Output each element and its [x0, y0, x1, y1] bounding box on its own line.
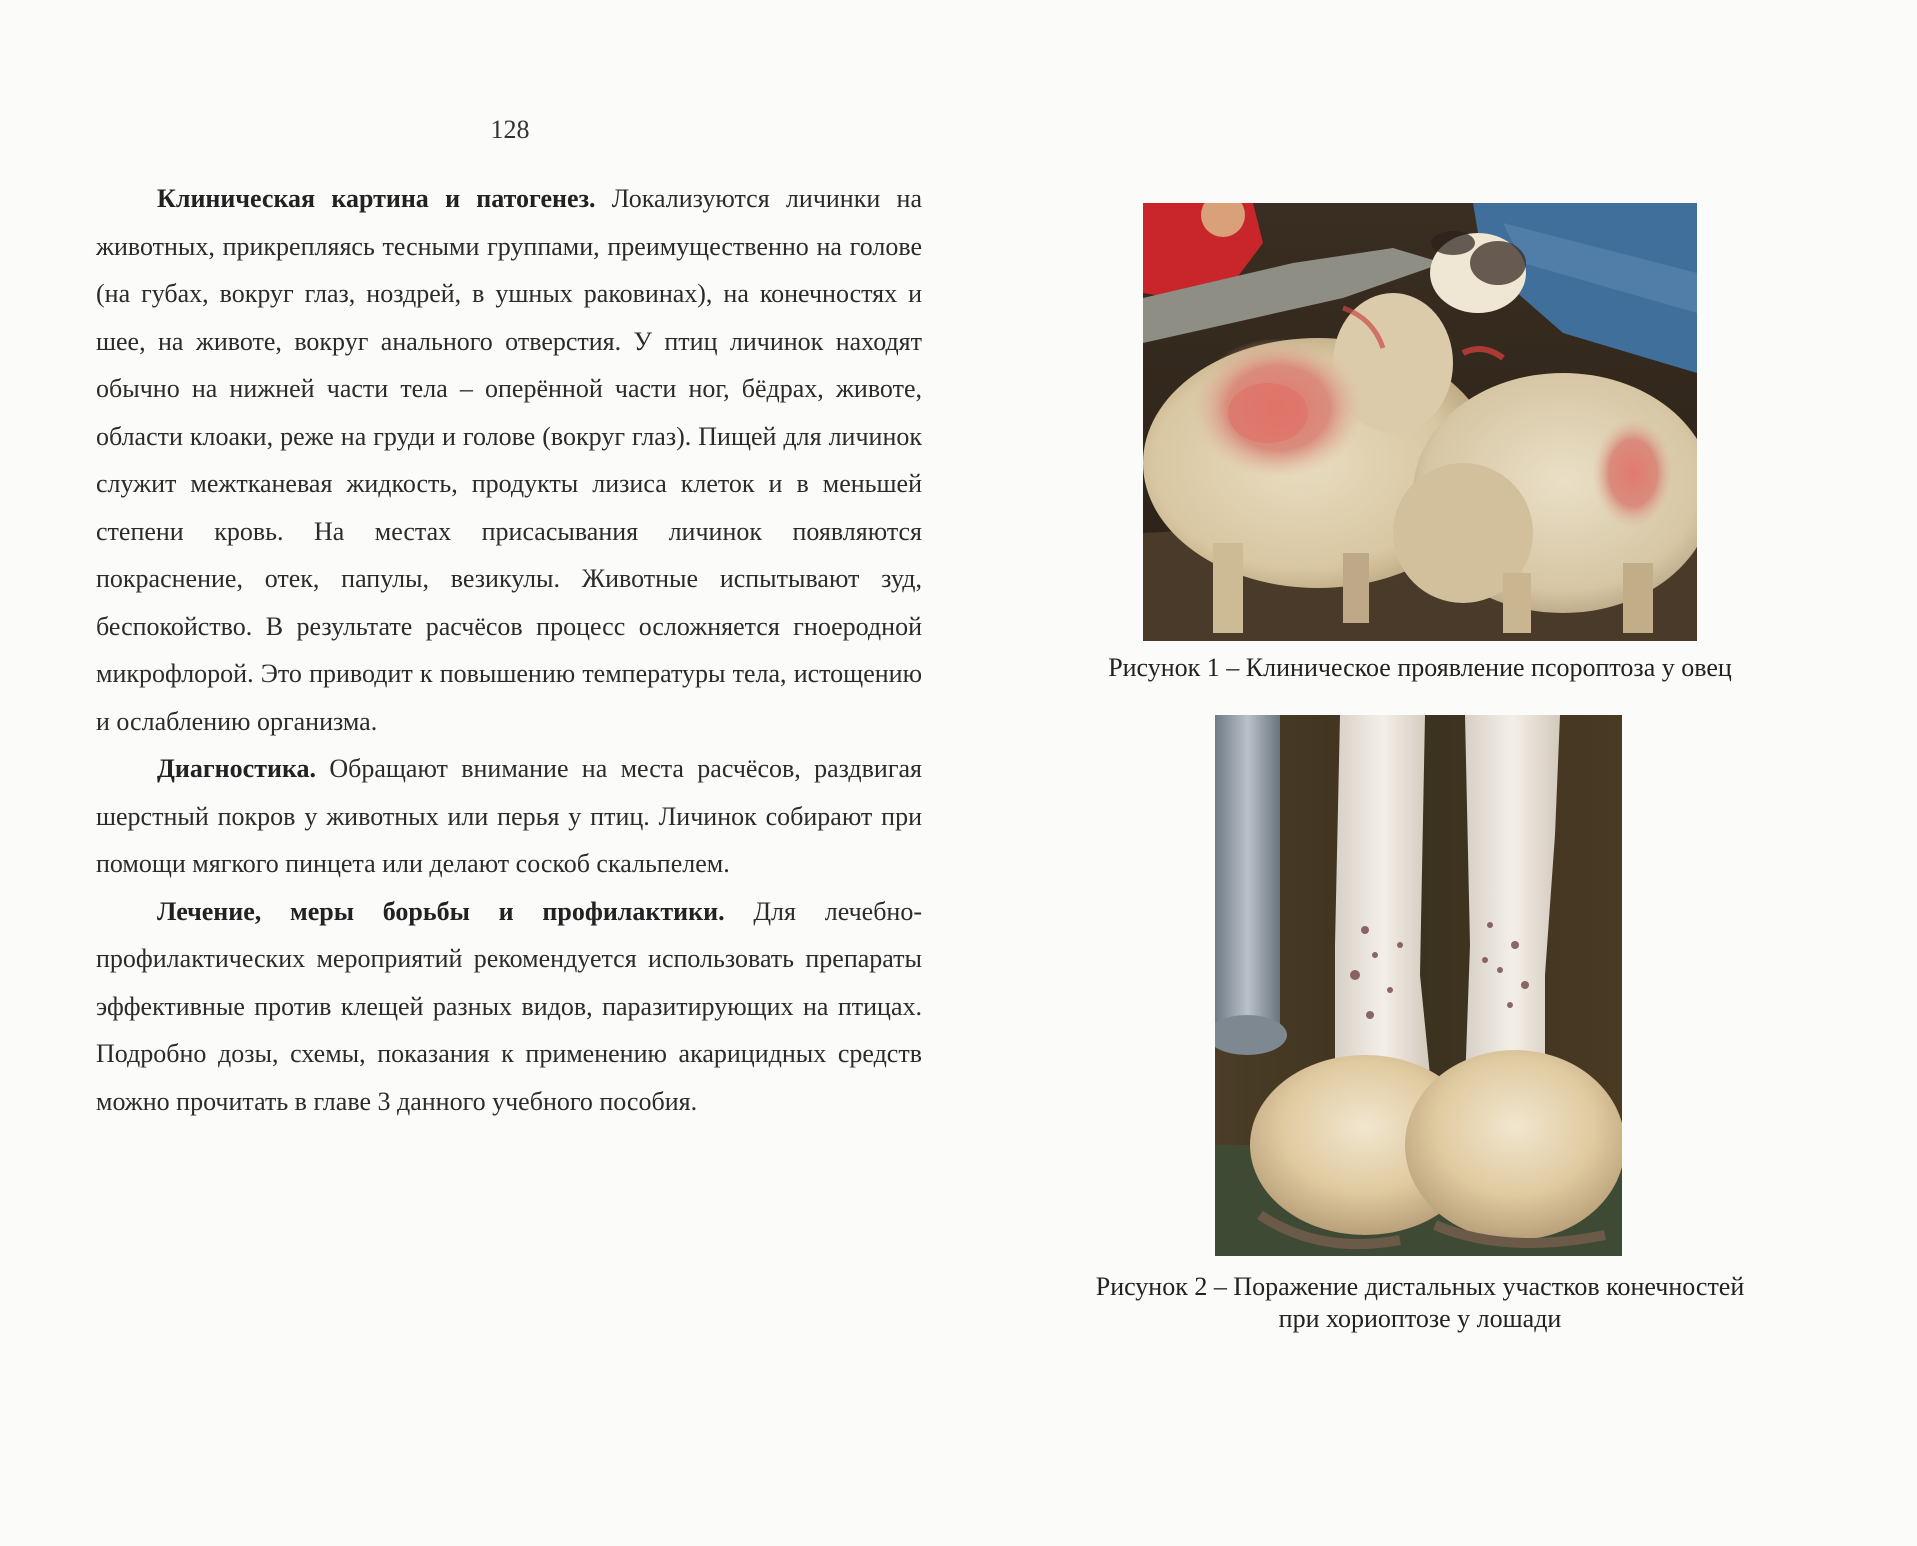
figure-2-caption — [1040, 1271, 1800, 1335]
figure-2-caption-line-1: Рисунок 2 – Поражение дистальных участков конечностей — [1095, 1272, 1745, 1301]
figure-2-caption-line-2: при хориоптозе у лошади — [1278, 1304, 1562, 1333]
figure-2-photo-horse-legs — [1215, 715, 1622, 1256]
horse-legs-photo-illustration — [1215, 715, 1622, 1256]
paragraph-heading: Диагностика. — [157, 754, 317, 783]
sheep-photo-illustration — [1143, 203, 1697, 641]
paragraph-text: Обращают внимание на места расчёсов, раздвигая шерстный покров у животных или перья у птиц. Личинок собирают при помощи мягкого пинцета или делают соскоб скальпелем. — [96, 754, 922, 878]
paragraph-treatment — [96, 888, 922, 1126]
paragraph-clinical-picture — [96, 175, 922, 745]
paragraph-heading: Лечение, меры борьбы и профилактики. — [157, 896, 725, 926]
figure-1-caption: Рисунок 1 – Клиническое проявление псороптоза у овец — [1108, 653, 1732, 682]
page-number: 128 — [490, 115, 530, 144]
paragraph-text: Для лечебно-профилактических мероприятий рекомендуется использовать препараты эффективные против клещей разных видов, паразитирующих на птицах. Подробно дозы, схемы, показания к применению акарицидных средств можно прочитать в главе 3 данного учебного пособия. — [96, 896, 922, 1116]
paragraph-heading: Клиническая картина и патогенез. — [157, 184, 596, 213]
body-text — [96, 175, 922, 1125]
figure-1-photo-sheep — [1143, 203, 1697, 641]
paragraph-text: Локализуются личинки на животных, прикрепляясь тесными группами, преимущественно на голове (на губах, вокруг глаз, ноздрей, в ушных раковинах), на конечностях и шее, на животе, вокруг анального отверстия. У птиц личинок находят обычно на нижней части тела – оперённой части ног, бёдрах, животе, области клоаки, реже на груди и голове (вокруг глаз). Пищей для личинок служит межтканевая жидкость, продукты лизиса клеток и в меньшей степени кровь. На местах присасывания личинок появляются покраснение, отек, папулы, везикулы. Животные испытывают зуд, беспокойство. В результате расчёсов процесс осложняется гноеродной микрофлорой. Это приводит к повышению температуры тела, истощению и ослаблению организма. — [96, 184, 922, 736]
paragraph-diagnostics — [96, 745, 922, 888]
